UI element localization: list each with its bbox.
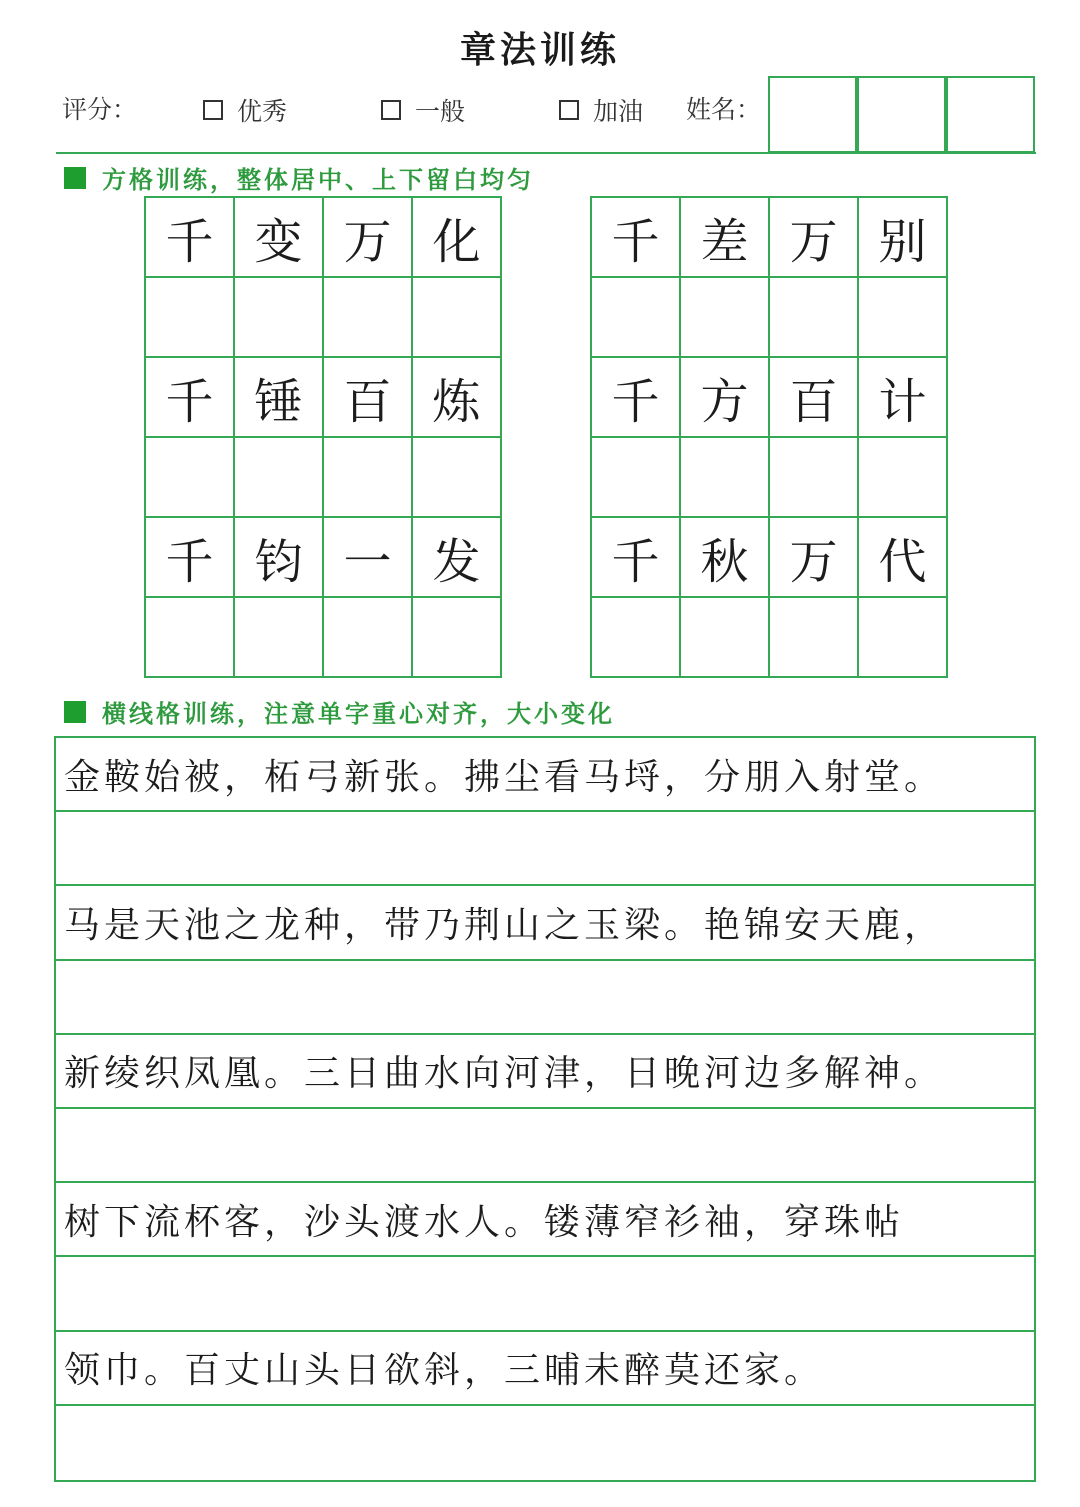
checkbox-square-icon[interactable] [203, 100, 223, 120]
grid-cell[interactable] [235, 278, 324, 358]
checkbox-label-keep-going: 加油 [593, 97, 644, 126]
header-divider [56, 152, 1036, 154]
checkbox-square-icon[interactable] [381, 100, 401, 120]
grid-cell[interactable] [324, 438, 413, 518]
grid-cell[interactable]: 千 [592, 358, 681, 438]
grid-cell[interactable] [146, 278, 235, 358]
grid-cell[interactable] [235, 598, 324, 678]
grid-cell[interactable]: 发 [413, 518, 502, 598]
grid-cell[interactable] [413, 278, 502, 358]
grid-cell[interactable]: 千 [146, 198, 235, 278]
grid-cell[interactable] [324, 278, 413, 358]
grid-cell[interactable]: 变 [235, 198, 324, 278]
grid-cell[interactable]: 万 [770, 198, 859, 278]
grid-cell[interactable] [859, 598, 948, 678]
rating-label: 评分： [62, 95, 138, 124]
grid-cell[interactable]: 秋 [681, 518, 770, 598]
grid-cell[interactable] [681, 598, 770, 678]
grid-cell[interactable] [413, 598, 502, 678]
grid-cell[interactable]: 一 [324, 518, 413, 598]
square-grid-left [144, 196, 502, 678]
grid-cell[interactable] [681, 438, 770, 518]
checkbox-square-icon[interactable] [559, 100, 579, 120]
grid-cell[interactable]: 代 [859, 518, 948, 598]
checkbox-keep-going[interactable] [559, 92, 643, 128]
grid-cell[interactable]: 钧 [235, 518, 324, 598]
square-grid-right [590, 196, 948, 678]
grid-cell[interactable]: 千 [592, 518, 681, 598]
grid-cell[interactable]: 千 [146, 518, 235, 598]
checkbox-average[interactable] [381, 92, 465, 128]
writing-line[interactable] [56, 812, 1034, 886]
grid-cell[interactable] [235, 438, 324, 518]
grid-cell[interactable]: 计 [859, 358, 948, 438]
grid-cell[interactable] [592, 438, 681, 518]
name-input-box-1[interactable] [768, 76, 857, 153]
grid-cell[interactable] [859, 278, 948, 358]
section-marker-icon [64, 701, 86, 723]
grid-cell[interactable] [859, 438, 948, 518]
checkbox-label-average: 一般 [415, 97, 466, 126]
grid-cell[interactable]: 别 [859, 198, 948, 278]
grid-cell[interactable] [770, 598, 859, 678]
grid-cell[interactable] [681, 278, 770, 358]
name-input-box-3[interactable] [946, 76, 1035, 153]
name-label: 姓名： [686, 95, 762, 124]
grid-cell[interactable]: 千 [146, 358, 235, 438]
grid-cell[interactable] [324, 598, 413, 678]
section-1-title: 方格训练，整体居中、上下留白均匀 [102, 166, 534, 194]
grid-cell[interactable]: 万 [324, 198, 413, 278]
name-input-box-2[interactable] [857, 76, 946, 153]
writing-line[interactable]: 新绫织凤凰。三日曲水向河津，日晚河边多解神。 [56, 1035, 1034, 1109]
grid-cell[interactable]: 锤 [235, 358, 324, 438]
section-marker-icon [64, 167, 86, 189]
section-1-header [64, 160, 534, 195]
writing-line[interactable] [56, 1109, 1034, 1183]
grid-cell[interactable]: 千 [592, 198, 681, 278]
grid-cell[interactable] [770, 438, 859, 518]
writing-line[interactable]: 树下流杯客，沙头渡水人。镂薄窄衫袖，穿珠帖 [56, 1183, 1034, 1257]
grid-cell[interactable] [770, 278, 859, 358]
writing-line[interactable]: 金鞍始被，柘弓新张。拂尘看马埒，分朋入射堂。 [56, 738, 1034, 812]
page-title: 章法训练 [459, 30, 620, 71]
writing-line[interactable]: 马是天池之龙种，带乃荆山之玉梁。艳锦安天鹿， [56, 886, 1034, 960]
checkbox-excellent[interactable] [203, 92, 287, 128]
checkbox-label-excellent: 优秀 [237, 97, 288, 126]
grid-cell[interactable]: 炼 [413, 358, 502, 438]
writing-line[interactable]: 领巾。百丈山头日欲斜，三晡未醉莫还家。 [56, 1332, 1034, 1406]
grid-cell[interactable]: 万 [770, 518, 859, 598]
grid-cell[interactable]: 方 [681, 358, 770, 438]
grid-cell[interactable]: 百 [324, 358, 413, 438]
grid-cell[interactable] [413, 438, 502, 518]
writing-line[interactable] [56, 1406, 1034, 1480]
section-2-header [64, 694, 615, 729]
grid-cell[interactable] [592, 598, 681, 678]
grid-cell[interactable]: 百 [770, 358, 859, 438]
writing-line[interactable] [56, 1257, 1034, 1331]
horizontal-line-grid [54, 736, 1036, 1482]
grid-cell[interactable] [146, 598, 235, 678]
writing-line[interactable] [56, 961, 1034, 1035]
grid-cell[interactable]: 差 [681, 198, 770, 278]
grid-cell[interactable] [146, 438, 235, 518]
grid-cell[interactable] [592, 278, 681, 358]
section-2-title: 横线格训练，注意单字重心对齐，大小变化 [102, 700, 615, 728]
grid-cell[interactable]: 化 [413, 198, 502, 278]
